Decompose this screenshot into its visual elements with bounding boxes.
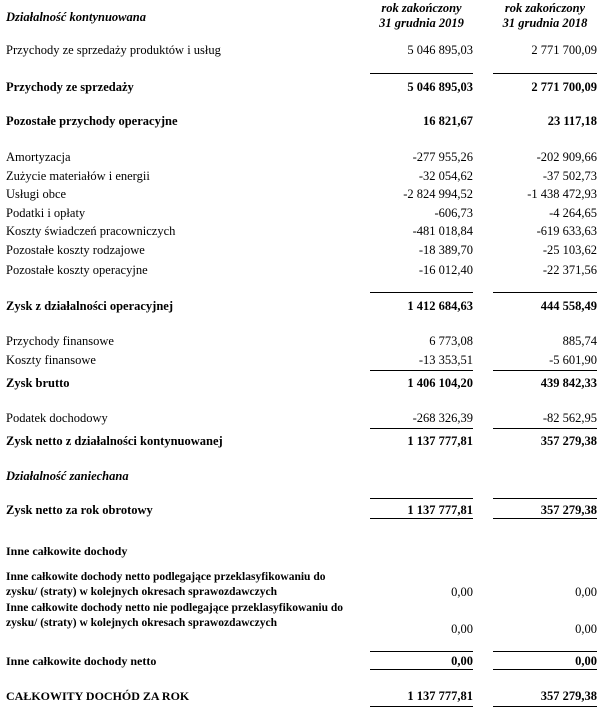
- divider-line: [493, 651, 597, 652]
- section-title-discontinued: Działalność zaniechana: [6, 469, 129, 483]
- row-label-total: CAŁKOWITY DOCHÓD ZA ROK: [6, 689, 190, 703]
- row-label: Podatek dochodowy: [6, 411, 108, 425]
- value-2019: 0,00: [451, 622, 473, 636]
- row-label: Usługi obce: [6, 187, 67, 201]
- section-title-oci: Inne całkowite dochody: [6, 544, 128, 558]
- divider-line: [370, 292, 473, 293]
- value-2019: 5 046 895,03: [407, 43, 473, 57]
- divider-line: [370, 706, 473, 707]
- row-label: Koszty świadczeń pracowniczych: [6, 224, 176, 238]
- row-label: Zysk brutto: [6, 376, 70, 390]
- value-2019: -16 012,40: [418, 263, 473, 277]
- row-label-line2: zysku/ (straty) w kolejnych okresach sprawozdawczych: [6, 617, 277, 629]
- row-label: Przychody ze sprzedaży: [6, 80, 134, 94]
- value-2019: 0,00: [451, 585, 473, 599]
- value-2019: 1 137 777,81: [407, 434, 473, 448]
- value-2019: 0,00: [451, 654, 473, 668]
- divider-line: [370, 498, 473, 499]
- row-label: Zysk z działalności operacyjnej: [6, 299, 174, 313]
- value-2019: -606,73: [434, 206, 473, 220]
- value-2018: -37 502,73: [542, 169, 597, 183]
- col-2018-header-line2: 31 grudnia 2018: [502, 16, 588, 30]
- row-label: Zysk netto za rok obrotowy: [6, 503, 153, 517]
- value-2019: 1 406 104,20: [407, 376, 473, 390]
- value-2019: -481 018,84: [412, 224, 473, 238]
- divider-line: [370, 518, 473, 519]
- value-2018: 439 842,33: [540, 376, 597, 390]
- divider-line: [493, 428, 597, 429]
- value-2019: 6 773,08: [429, 334, 473, 348]
- value-2018: -619 633,63: [536, 224, 597, 238]
- value-2019: 1 412 684,63: [407, 299, 473, 313]
- divider-line: [493, 292, 597, 293]
- col-2018-header-line1: rok zakończony: [504, 1, 586, 15]
- col-2019-header-line1: rok zakończony: [381, 1, 462, 15]
- row-label: Zużycie materiałów i energii: [6, 169, 150, 183]
- value-2019: 16 821,67: [423, 114, 473, 128]
- row-label: Amortyzacja: [6, 150, 71, 164]
- col-2019-header-line2: 31 grudnia 2019: [379, 16, 464, 30]
- value-2018: 0,00: [575, 585, 597, 599]
- value-2018: -202 909,66: [536, 150, 597, 164]
- value-2018: -25 103,62: [542, 243, 597, 257]
- divider-line: [370, 669, 473, 670]
- row-label: Inne całkowite dochody netto: [6, 654, 157, 668]
- value-2018: 23 117,18: [547, 114, 597, 128]
- value-2018: 444 558,49: [540, 299, 597, 313]
- row-label-line1: Inne całkowite dochody netto nie podlegające przeklasyfikowaniu do: [6, 602, 344, 614]
- value-2018: 2 771 700,09: [531, 80, 597, 94]
- divider-line: [493, 498, 597, 499]
- value-2019: -268 326,39: [412, 411, 473, 425]
- value-2019: -277 955,26: [412, 150, 473, 164]
- row-label-line2: zysku/ (straty) w kolejnych okresach sprawozdawczych: [6, 586, 277, 598]
- value-2019: -18 389,70: [418, 243, 473, 257]
- row-label: Zysk netto z działalności kontynuowanej: [6, 434, 223, 448]
- value-2019: 5 046 895,03: [407, 80, 473, 94]
- value-2018: 0,00: [575, 622, 597, 636]
- value-2018: 357 279,38: [540, 503, 597, 517]
- divider-line: [370, 370, 473, 371]
- value-2019: -2 824 994,52: [403, 187, 473, 201]
- value-2019: -13 353,51: [418, 353, 473, 367]
- row-label: Przychody finansowe: [6, 334, 114, 348]
- divider-line: [370, 73, 473, 74]
- value-2018: -1 438 472,93: [527, 187, 597, 201]
- value-2018: 0,00: [575, 654, 597, 668]
- value-2018: 2 771 700,09: [531, 43, 597, 57]
- value-2018: 885,74: [562, 334, 597, 348]
- row-label: Podatki i opłaty: [6, 206, 86, 220]
- divider-line: [493, 518, 597, 519]
- value-2018: -5 601,90: [549, 353, 597, 367]
- divider-line: [370, 428, 473, 429]
- value-2018: -4 264,65: [549, 206, 597, 220]
- value-2018: 357 279,38: [540, 434, 597, 448]
- value-2019: -32 054,62: [418, 169, 473, 183]
- divider-line: [493, 669, 597, 670]
- divider-line: [493, 73, 597, 74]
- value-2019: 1 137 777,81: [407, 689, 473, 703]
- row-label: Pozostałe koszty operacyjne: [6, 263, 148, 277]
- row-label: Pozostałe przychody operacyjne: [6, 114, 178, 128]
- value-2019: 1 137 777,81: [407, 503, 473, 517]
- value-2018: -82 562,95: [542, 411, 597, 425]
- row-label: Pozostałe koszty rodzajowe: [6, 243, 145, 257]
- divider-line: [493, 706, 597, 707]
- row-label-line1: Inne całkowite dochody netto podlegające przeklasyfikowaniu do: [6, 571, 326, 583]
- value-2018: 357 279,38: [540, 689, 597, 703]
- divider-line: [493, 370, 597, 371]
- value-2018: -22 371,56: [542, 263, 597, 277]
- divider-line: [370, 651, 473, 652]
- row-label: Koszty finansowe: [6, 353, 96, 367]
- section-title-continuing: Działalność kontynuowana: [6, 10, 146, 24]
- row-label: Przychody ze sprzedaży produktów i usług: [6, 43, 221, 57]
